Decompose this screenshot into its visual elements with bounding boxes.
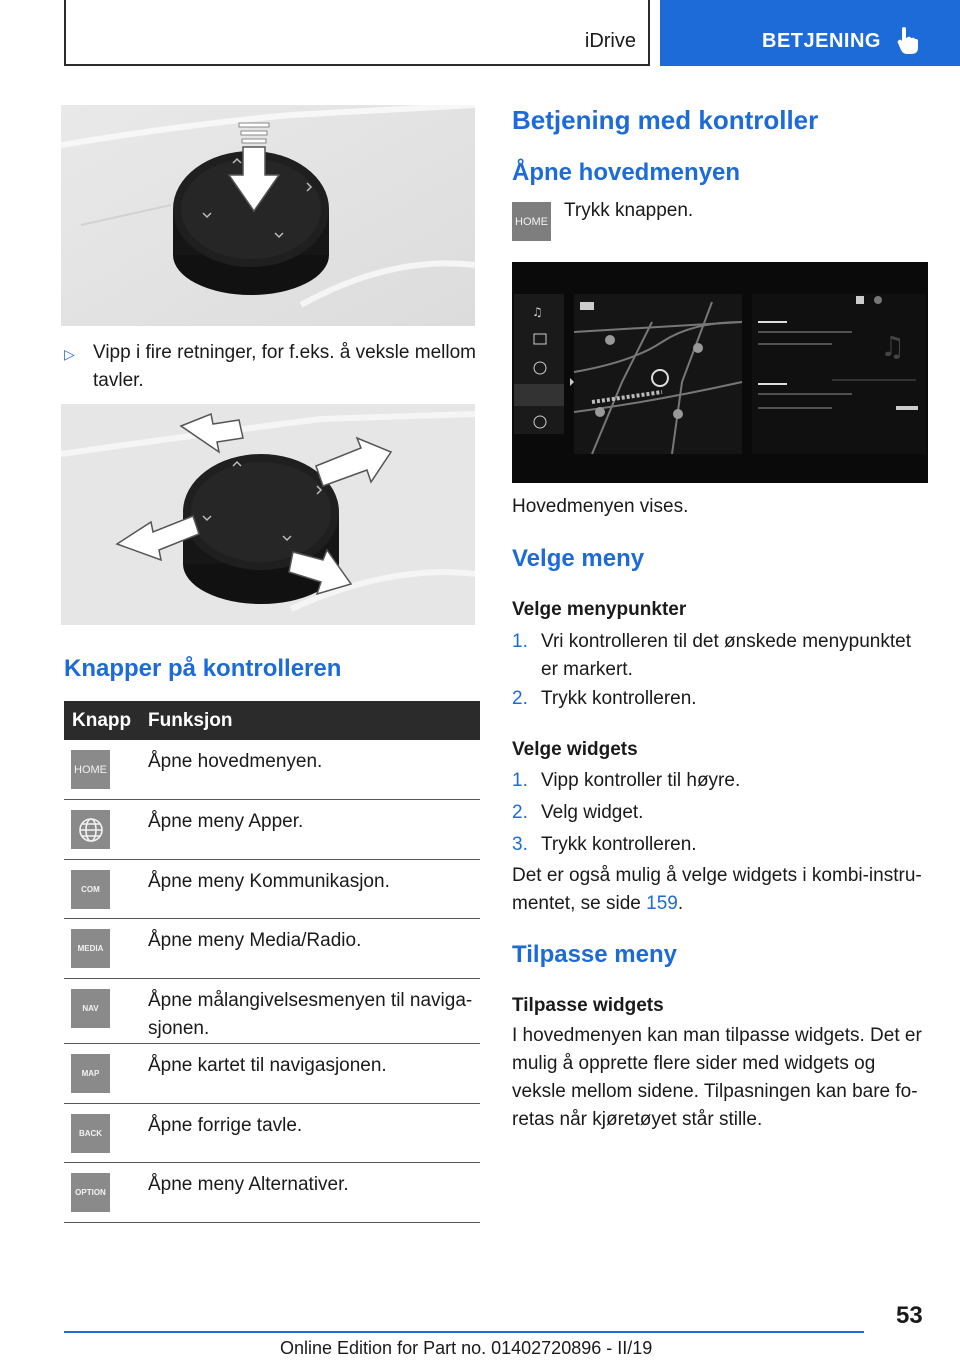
col-header-function: Funksjon: [148, 710, 233, 731]
table-row: [64, 919, 480, 979]
step-text: Vipp kontroller til høyre.: [541, 770, 741, 791]
table-row: [64, 1044, 480, 1104]
main-menu-screenshot: [512, 262, 928, 483]
row-desc: Åpne meny Media/Radio.: [148, 930, 362, 951]
table-row: [64, 1104, 480, 1163]
col-header-button: Knapp: [72, 710, 132, 731]
option-button-icon: OPTION: [71, 1173, 110, 1212]
step-text: Vri kontrolleren til det ønskede menypunktet er markert.: [541, 631, 911, 680]
row-desc: Åpne kartet til navigasjonen.: [148, 1055, 387, 1076]
table-row: [64, 1163, 480, 1223]
bullet-triangle-icon: ▷: [64, 346, 75, 362]
step-number: 2.: [512, 802, 528, 823]
press-button-text: Trykk knappen.: [564, 200, 694, 221]
customize-text: I hovedmenyen kan man tilpasse widgets. Det er mulig å opprette flere sider med widgets og veksle mellom sidene. Tilpasningen kan bare fo- retas når kjøretøyet står stille.: [512, 1025, 922, 1130]
svg-text:♫: ♫: [880, 330, 906, 363]
table-header: [64, 701, 480, 740]
heading-customize-widgets: Tilpasse widgets: [512, 995, 664, 1016]
nav-button-icon: NAV: [71, 989, 110, 1028]
heading-customize-menu: Tilpasse meny: [512, 941, 677, 968]
page-reference-link[interactable]: 159: [646, 893, 678, 914]
step-text: Velg widget.: [541, 802, 644, 823]
bullet-text: Vipp i fire retninger, for f.eks. å veksle mellom tavler.: [93, 342, 476, 391]
hand-pointer-icon: [896, 26, 920, 56]
heading-open-main-menu: Åpne hovedmenyen: [512, 159, 741, 186]
heading-controller-buttons: Knapper på kontrolleren: [64, 655, 342, 682]
footer-divider: [64, 1331, 864, 1333]
globe-icon: [71, 810, 110, 849]
step-text: Trykk kontrolleren.: [541, 834, 697, 855]
row-desc: Åpne meny Kommunikasjon.: [148, 871, 390, 892]
com-button-icon: COM: [71, 870, 110, 909]
header-section: BETJENING: [762, 30, 881, 52]
controller-tilt-image: [61, 404, 475, 625]
table-row: [64, 979, 480, 1044]
step-number: 2.: [512, 688, 528, 709]
home-button-icon: HOME: [512, 202, 551, 241]
footer-edition: Online Edition for Part no. 01402720896 - II/19: [280, 1338, 653, 1358]
step-number: 1.: [512, 770, 528, 791]
step-number: 1.: [512, 631, 528, 652]
table-row: [64, 740, 480, 800]
row-desc: Åpne forrige tavle.: [148, 1115, 303, 1136]
media-button-icon: MEDIA: [71, 929, 110, 968]
header-section-tab[interactable]: [660, 0, 960, 66]
heading-select-menu-items: Velge menypunkter: [512, 599, 687, 620]
home-button-icon: HOME: [71, 750, 110, 789]
step-number: 3.: [512, 834, 528, 855]
map-button-icon: MAP: [71, 1054, 110, 1093]
row-desc: Åpne meny Alternativer.: [148, 1174, 349, 1195]
header-chapter: iDrive: [584, 30, 636, 52]
table-row: [64, 800, 480, 860]
back-button-icon: BACK: [71, 1114, 110, 1153]
row-desc: Åpne meny Apper.: [148, 811, 304, 832]
header-chapter-box: [64, 0, 650, 66]
buttons-table: [64, 701, 480, 1223]
page-number: 53: [896, 1302, 923, 1329]
main-menu-shown-text: Hovedmenyen vises.: [512, 496, 689, 517]
heading-select-widgets: Velge widgets: [512, 739, 638, 760]
row-desc: Åpne målangivelsesmenyen til naviga- sjonen.: [148, 990, 473, 1039]
step-text: Trykk kontrolleren.: [541, 688, 697, 709]
heading-select-menu: Velge meny: [512, 545, 645, 572]
page-title: Betjening med kontroller: [512, 105, 819, 135]
table-row: [64, 860, 480, 919]
widgets-combi-text: Det er også mulig å velge widgets i kombi-instru- mentet, se side 159.: [512, 865, 922, 914]
row-desc: Åpne hovedmenyen.: [148, 751, 323, 772]
svg-text:♫: ♫: [532, 305, 543, 319]
controller-push-image: [61, 105, 475, 326]
